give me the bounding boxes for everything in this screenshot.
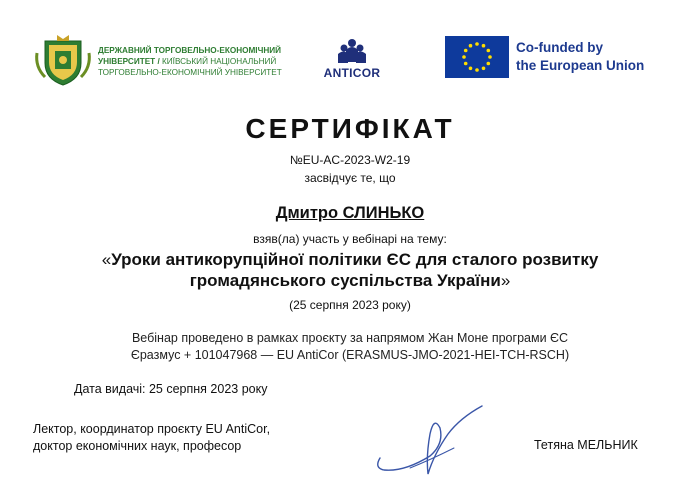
university-line-2 — [98, 56, 298, 67]
anticor-label: ANTICOR — [323, 66, 381, 80]
eu-line-1: Co-funded by — [516, 40, 603, 55]
lecturer-line-2: доктор економічних наук, професор — [33, 439, 242, 453]
university-line-2-bold: УНІВЕРСИТЕТ / — [98, 57, 160, 66]
people-group-icon — [316, 38, 388, 66]
anticor-logo — [316, 38, 388, 83]
topic-open-quote: « — [101, 250, 112, 269]
took-part-text: взяв(ла) участь у вебінарі на тему: — [253, 232, 447, 246]
eu-line-2: the European Union — [516, 58, 645, 73]
certifies-text: засвідчує те, що — [304, 171, 396, 185]
eu-flag-icon — [445, 36, 509, 78]
webinar-topic — [0, 249, 700, 291]
university-crest-icon — [33, 33, 93, 87]
issue-date: Дата видачі: 25 серпня 2023 року — [74, 382, 268, 396]
university-name — [98, 45, 298, 78]
certificate-header — [0, 0, 700, 110]
lecturer-line-1: Лектор, координатор проєкту EU AntiCor, — [33, 422, 271, 436]
certificate-number: №EU-AC-2023-W2-19 — [289, 153, 411, 167]
webinar-date: (25 серпня 2023 року) — [289, 298, 411, 312]
topic-close-quote: » — [500, 271, 511, 290]
certificate-title: СЕРТИФІКАТ — [245, 113, 455, 144]
university-line-2-normal: КИЇВСЬКИЙ НАЦІОНАЛЬНИЙ — [159, 57, 277, 66]
topic-line-1-text: Уроки антикорупційної політики ЄС для сталого розвитку — [111, 250, 599, 269]
lecturer-title — [33, 421, 270, 455]
handwritten-signature-icon — [370, 398, 490, 478]
topic-line-2-text: громадянського суспільства України — [189, 271, 501, 290]
program-info — [0, 330, 700, 364]
program-line-1: Вебінар проведено в рамках проєкту за напрямом Жан Моне програми ЄС — [131, 331, 569, 345]
university-line-1: ДЕРЖАВНИЙ ТОРГОВЕЛЬНО-ЕКОНОМІЧНИЙ — [98, 46, 282, 55]
recipient-name: Дмитро СЛИНЬКО — [275, 204, 425, 222]
program-line-2: Єразмус + 101047968 — EU AntiCor (ERASMUS-JMO-2021-HEI-TCH-RSCH) — [130, 348, 570, 362]
eu-cofunded-text — [516, 39, 644, 75]
university-line-3: ТОРГОВЕЛЬНО-ЕКОНОМІЧНИЙ УНІВЕРСИТЕТ — [98, 68, 282, 77]
signer-name: Тетяна МЕЛЬНИК — [534, 438, 638, 452]
topic-line-2 — [0, 270, 700, 291]
topic-line-1 — [0, 249, 700, 270]
